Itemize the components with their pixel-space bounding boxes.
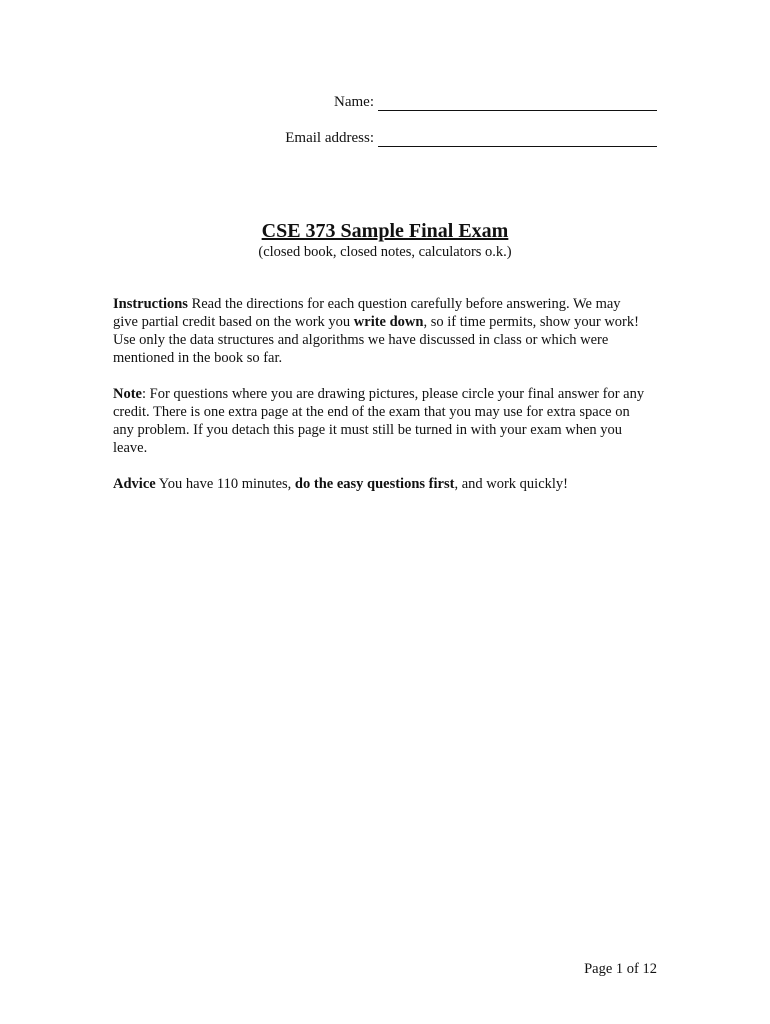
exam-title: CSE 373 Sample Final Exam (261, 220, 509, 242)
note-text: : For questions where you are drawing pictures, please circle your final answer for any credit. There is one extra page at the end of the exam that you may use for extra space on any problem. If you detach this page it must still be turned in with your exam when you leave. (113, 386, 645, 456)
advice-text-2: , and work quickly! (454, 476, 568, 492)
instructions-heading: Instructions (113, 296, 188, 312)
name-field-row (334, 93, 657, 111)
advice-heading: Advice (113, 476, 156, 492)
instructions-text-2: , so if time permits, show your work! Use only the data structures and algorithms we have discussed in class or which were mentioned in the book so far. (113, 314, 639, 366)
instructions-text-1: Read the directions for each question carefully before answering. We may give partial credit based on the work you (113, 296, 621, 330)
advice-text-1: You have 110 minutes, (155, 476, 295, 492)
note-paragraph (113, 385, 645, 457)
email-blank-line[interactable] (378, 132, 657, 147)
page-number: Page 1 of 12 (584, 961, 657, 977)
exam-subtitle: (closed book, closed notes, calculators o.k.) (258, 244, 512, 260)
instructions-paragraph (113, 295, 645, 367)
note-heading: Note (113, 386, 142, 402)
instructions-emphasis: write down (353, 314, 424, 330)
name-label: Name: (334, 94, 374, 110)
name-blank-line[interactable] (378, 96, 657, 111)
email-field-row (285, 129, 657, 147)
advice-emphasis: do the easy questions first (294, 476, 455, 492)
email-label: Email address: (285, 130, 374, 146)
advice-paragraph (113, 475, 645, 493)
